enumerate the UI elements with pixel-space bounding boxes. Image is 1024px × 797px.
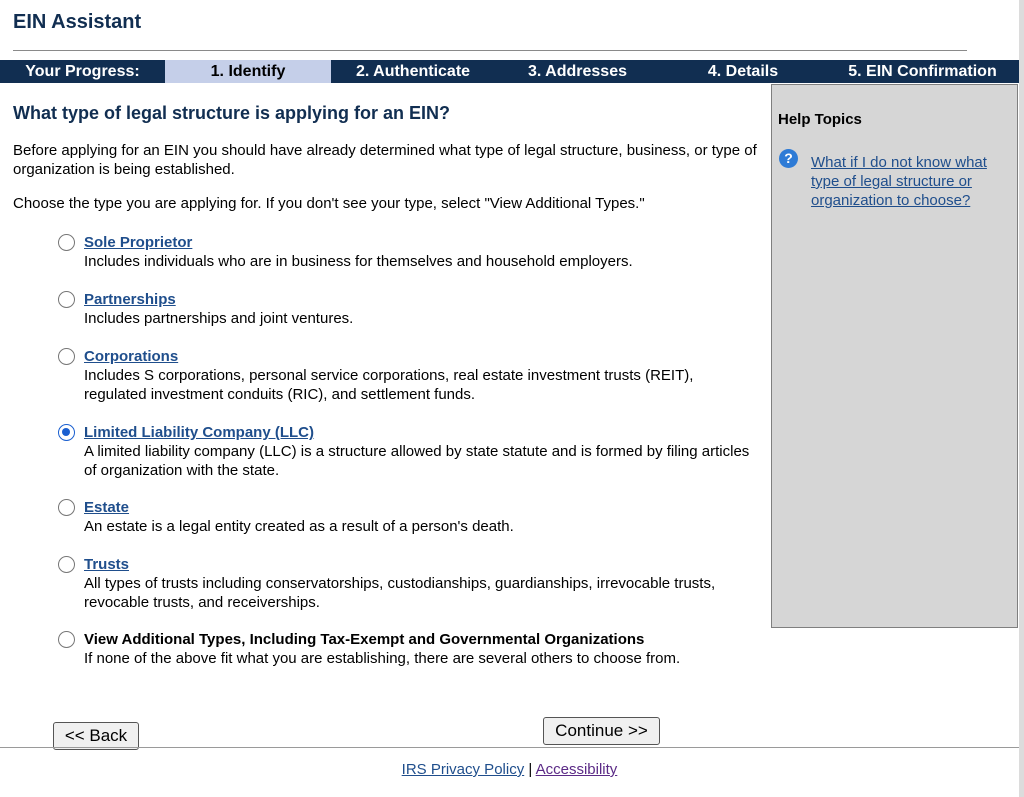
app-title: EIN Assistant xyxy=(13,11,142,33)
option-description: All types of trusts including conservatorships, custodianships, guardianships, irrevocable trusts, revocable trusts, and receiverships. xyxy=(84,575,716,611)
progress-step-addresses: 3. Addresses xyxy=(527,62,627,80)
radio-corporations[interactable] xyxy=(58,348,75,365)
option-title-link[interactable]: Sole Proprietor xyxy=(84,234,193,251)
instruction-text: Choose the type you are applying for. If you don't see your type, select "View Additional Types." xyxy=(13,195,645,212)
progress-step-details: 4. Details xyxy=(707,62,779,80)
option-description: An estate is a legal entity created as a result of a person's death. xyxy=(84,518,514,535)
radio-sole-proprietor[interactable] xyxy=(58,234,75,251)
option-sole-proprietor xyxy=(58,233,758,271)
option-description: Includes S corporations, personal service corporations, real estate investment trusts (REIT), regulated investment conduits (RIC), and settlement funds. xyxy=(84,367,694,403)
option-description: A limited liability company (LLC) is a structure allowed by state statute and is formed by filing articles of organization with the state. xyxy=(84,443,750,479)
progress-bar xyxy=(0,60,1019,83)
option-llc xyxy=(58,423,758,480)
option-trusts xyxy=(58,555,758,612)
footer-divider xyxy=(0,747,1019,748)
radio-additional-types[interactable] xyxy=(58,631,75,648)
progress-step-identify: 1. Identify xyxy=(165,60,331,83)
option-title: View Additional Types, Including Tax-Exempt and Governmental Organizations xyxy=(84,631,645,648)
progress-step-ein-confirmation: 5. EIN Confirmation xyxy=(848,62,997,80)
footer xyxy=(0,761,1019,778)
progress-step-authenticate: 2. Authenticate xyxy=(355,62,471,80)
window-edge xyxy=(1019,0,1024,797)
option-title-link[interactable]: Corporations xyxy=(84,348,179,365)
option-description: Includes individuals who are in business for themselves and household employers. xyxy=(84,253,633,270)
radio-llc[interactable] xyxy=(58,424,75,441)
help-topics-panel xyxy=(771,84,1018,628)
radio-trusts[interactable] xyxy=(58,556,75,573)
privacy-policy-link[interactable]: IRS Privacy Policy xyxy=(401,761,525,778)
option-corporations xyxy=(58,347,758,404)
option-title-link[interactable]: Limited Liability Company (LLC) xyxy=(84,424,315,441)
footer-separator: | xyxy=(528,761,533,778)
radio-partnerships[interactable] xyxy=(58,291,75,308)
option-additional-types xyxy=(58,630,758,668)
option-description: If none of the above fit what you are establishing, there are several others to choose from. xyxy=(84,650,681,667)
question-icon: ? xyxy=(779,149,798,168)
accessibility-link[interactable]: Accessibility xyxy=(535,761,618,778)
page-heading: What type of legal structure is applying for an EIN? xyxy=(13,103,451,123)
back-button[interactable]: << Back xyxy=(53,722,139,750)
continue-button[interactable]: Continue >> xyxy=(543,717,660,745)
help-link-legal-structure[interactable]: What if I do not know what type of legal structure or organization to choose? xyxy=(811,154,987,209)
title-divider xyxy=(13,50,967,51)
intro-text: Before applying for an EIN you should have already determined what type of legal structure, business, or type of organization is being established. xyxy=(13,142,757,178)
help-topics-title: Help Topics xyxy=(778,111,862,128)
option-partnerships xyxy=(58,290,758,328)
radio-estate[interactable] xyxy=(58,499,75,516)
option-title-link[interactable]: Partnerships xyxy=(84,291,176,308)
option-description: Includes partnerships and joint ventures. xyxy=(84,310,354,327)
option-title-link[interactable]: Estate xyxy=(84,499,130,516)
progress-label: Your Progress: xyxy=(25,62,140,80)
option-title-link[interactable]: Trusts xyxy=(84,556,130,573)
option-estate xyxy=(58,498,758,536)
